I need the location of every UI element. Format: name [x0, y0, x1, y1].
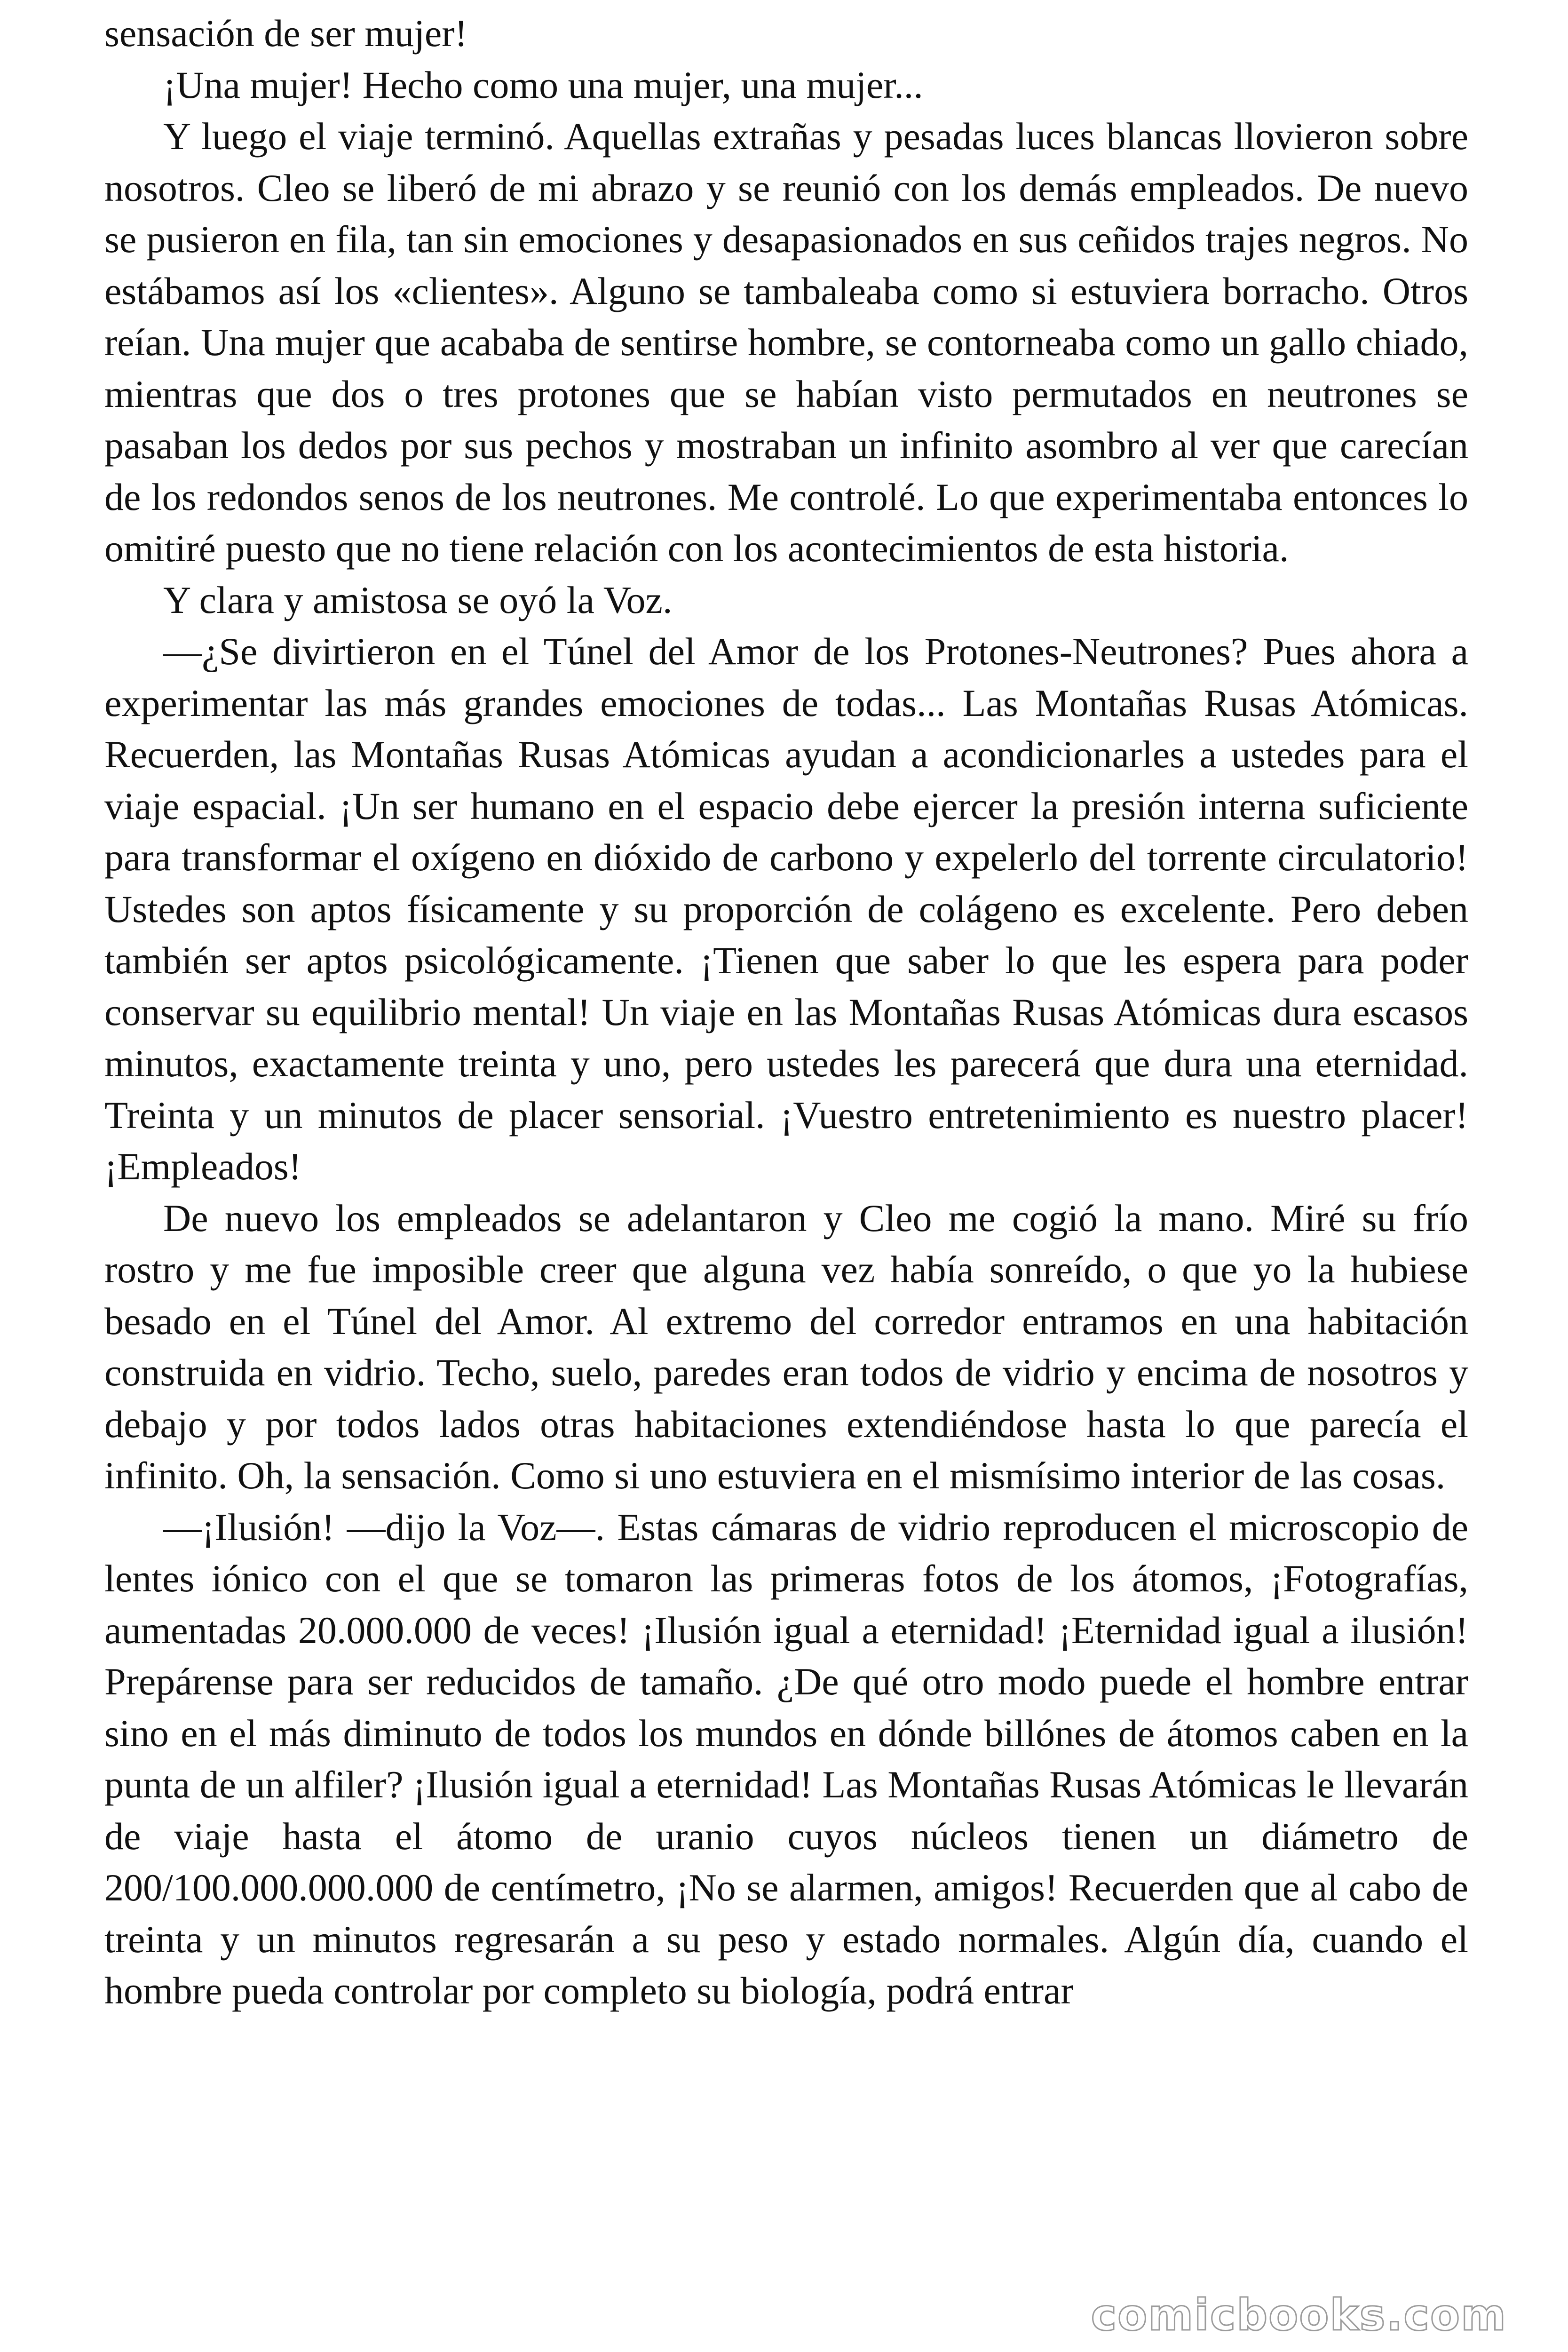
- paragraph: ¡Una mujer! Hecho como una mujer, una mujer...: [163, 63, 923, 106]
- watermark-text: comicbooks.com: [1091, 2290, 1507, 2340]
- paragraph: Y clara y amistosa se oyó la Voz.: [163, 578, 673, 621]
- paragraph: Y luego el viaje terminó. Aquellas extrañas y pesadas luces blancas llovieron sobre nosotros. Cleo se liberó de mi abrazo y se reunió con los demás empleados. De nuevo se pusieron en fila, tan sin emociones y desapasionados en sus ceñidos trajes negros. No estábamos así los «clientes». Alguno se tambaleaba como si estuviera borracho. Otros reían. Una mujer que acababa de sentirse hombre, se contorneaba como un gallo chiado, mientras que dos o tres protones que se habían visto permutados en neutrones se pasaban los dedos por sus pechos y mostraban un infinito asombro al ver que carecían de los redondos senos de los neutrones. Me controlé. Lo que experimentaba entonces lo omitiré puesto que no tiene relación con los acontecimientos de esta historia.: [104, 115, 1468, 570]
- paragraph: De nuevo los empleados se adelantaron y Cleo me cogió la mano. Miré su frío rostro y me fue imposible creer que alguna vez había sonreído, o que yo la hubiese besado en el Túnel del Amor. Al extremo del corredor entramos en una habitación construida en vidrio. Techo, suelo, paredes eran todos de vidrio y encima de nosotros y debajo y por todos lados otras habitaciones extendiéndose hasta lo que parecía el infinito. Oh, la sensación. Como si uno estuviera en el mismísimo interior de las cosas.: [104, 1196, 1468, 1497]
- document-page: [104, 8, 1468, 2017]
- paragraph: —¿Se divirtieron en el Túnel del Amor de los Protones-Neutrones? Pues ahora a experimentar las más grandes emociones de todas... Las Montañas Rusas Atómicas. Recuerden, las Montañas Rusas Atómicas ayudan a acondicionarles a ustedes para el viaje espacial. ¡Un ser humano en el espacio debe ejercer la presión interna suficiente para transformar el oxígeno en dióxido de carbono y expelerlo del torrente circulatorio! Ustedes son aptos físicamente y su proporción de colágeno es excelente. Pero deben también ser aptos psicológicamente. ¡Tienen que saber lo que les espera para poder conservar su equilibrio mental! Un viaje en las Montañas Rusas Atómicas dura escasos minutos, exactamente treinta y uno, pero ustedes les parecerá que dura una eternidad. Treinta y un minutos de placer sensorial. ¡Vuestro entretenimiento es nuestro placer! ¡Empleados!: [104, 630, 1468, 1188]
- paragraph: —¡Ilusión! —dijo la Voz—. Estas cámaras de vidrio reproducen el microscopio de lentes iónico con el que se tomaron las primeras fotos de los átomos, ¡Fotografías, aumentadas 20.000.000 de veces! ¡Ilusión igual a eternidad! ¡Eternidad igual a ilusión! Prepárense para ser reducidos de tamaño. ¿De qué otro modo puede el hombre entrar sino en el más diminuto de todos los mundos en dónde billónes de átomos caben en la punta de un alfiler? ¡Ilusión igual a eternidad! Las Montañas Rusas Atómicas le llevarán de viaje hasta el átomo de uranio cuyos núcleos tienen un diámetro de 200/100.000.000.000 de centímetro, ¡No se alarmen, amigos! Recuerden que al cabo de treinta y un minutos regresarán a su peso y estado normales. Algún día, cuando el hombre pueda controlar por completo su biología, podrá entrar: [104, 1505, 1468, 2012]
- paragraph-continuation: sensación de ser mujer!: [104, 12, 467, 55]
